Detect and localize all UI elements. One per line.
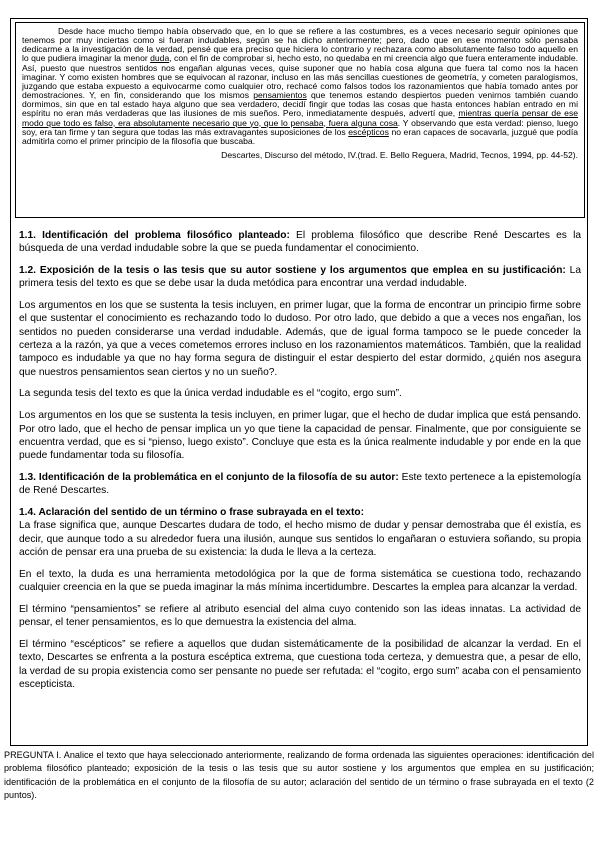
quote-paragraph xyxy=(22,27,578,146)
section-1-2 xyxy=(19,264,581,291)
exam-question: PREGUNTA I. Analice el texto que haya seleccionado anteriormente, realizando de forma ordenada las siguientes operaciones: identificación del problema filosófico planteado; exposición de la tesis o las tesis que su autor sostiene y los argumentos que emplea en su justificación; identificación de la problemática en el conjunto de la filosofía de su autor; aclaración del sentido de un término o frase subrayada en el texto (2 puntos). xyxy=(4,750,594,801)
clarification-duda: En el texto, la duda es una herramienta metodológica por la que de forma sistemática se cuestiona todo, rechazando cualquier creencia en la que se pueda imaginar la más mínima incertidumbre. Descartes la emplea para alcanzar la verdad. xyxy=(19,568,581,594)
quote-text: no eran capaces de socavarla, juzgué que podía admitirla como el primer principio de la filosofía que buscaba. xyxy=(22,126,579,146)
clarification-phrase: La frase significa que, aunque Descartes dudara de todo, el hecho mismo de dudar y pensar demostraba que él existía, es decir, que aunque todo a su alrededor fuera una ilusión, aunque sus sentidos lo engañaran o estuviera soñando, su propia acción de pensar era una prueba de su existencia: la duda le lleva a la certeza. xyxy=(19,520,581,558)
quote-text: que tenemos estando despiertos pueden venirnos también cuando dormimos, sin que en tal estado haya alguno que sea verdadero, decidí fingir que todas las cosas que hasta entonces habían entrado en mi espíritu no eran más verdaderas que las ilusiones de mis sueños. Pero, inmediatamente después, advertí que, xyxy=(22,90,579,119)
section-1-4-heading xyxy=(19,506,581,519)
section-heading: 1.4. Aclaración del sentido de un término o frase subrayada en el texto: xyxy=(19,507,364,519)
underlined-phrase-cogito: mientras quería pensar de ese modo que todo es falso, era absolutamente necesario que yo, que lo pensaba, fuera alguna cosa xyxy=(22,108,579,128)
clarification-pensamientos: El término “pensamientos” se refiere al atributo esencial del alma cuyo contenido son las ideas innatas. La actividad de pensar, el tener pensamientos, es lo que demuestra la existencia del alma. xyxy=(19,603,581,629)
underlined-term-pensamientos: pensamientos xyxy=(253,90,307,101)
source-quote xyxy=(15,22,585,218)
arguments-thesis-1: Los argumentos en los que se sustenta la tesis incluyen, en primer lugar, que la forma de encontrar un principio firme sobre el que sustentar el conocimiento es rechazando todo lo dudoso. Por otro lado, que debido a que a veces nos engañan, los sentidos no pueden considerarse una verdad indudable. Además, que de igual forma tampoco se le puede conceder la certeza a la razón, ya que a veces cometemos errores incluso en los razonamientos matemáticos. También, que la realidad tampoco es indudable ya que no hay forma segura de distinguir el estar despierto del estar dormido, ¿quién nos asegura que nuestros pensamientos sean ciertos y no un sueño?. xyxy=(19,300,581,378)
thesis-2: La segunda tesis del texto es que la única verdad indudable es el “cogito, ergo sum”. xyxy=(19,388,402,400)
quote-attribution: Descartes, Discurso del método, IV.(trad. E. Bello Reguera, Madrid, Tecnos, 1994, pp. 44-52). xyxy=(221,150,578,161)
section-1-1 xyxy=(19,229,581,256)
clarification-escepticos: El término “escépticos” se refiere a aquellos que dudan sistemáticamente de la posibilidad de alcanzar la verdad. En el texto, Descartes se enfrenta a la postura escéptica extrema, que cuestiona toda certeza, y demuestra que, a pesar de ello, la verdad de su propia existencia como ser pensante no puede ser refutada: el “cogito, ergo sum” acaba con el pensamiento escepticista. xyxy=(19,638,581,690)
section-heading: 1.2. Exposición de la tesis o las tesis que su autor sostiene y los argumentos que emplea en su justificación: xyxy=(19,265,566,277)
quote-text: Desde hace mucho tiempo había observado que, en lo que se refiere a las costumbres, es a veces necesario seguir opiniones que tenemos por muy inciertas como si fueran indudables, según se ha dicho anteriormente; pero, dado que en ese momento sólo pensaba dedicarme a la investigación de la verdad, pensé que era preciso que hiciera lo contrario y rechazara como absolutamente falso todo aquello en lo que pudiera imaginar la menor xyxy=(22,26,578,64)
section-text: El problema filosófico que describe René Descartes es la búsqueda de una verdad indudable sobre la que se pueda fundamentar el conocimiento. xyxy=(19,230,581,255)
answer-body xyxy=(19,229,581,700)
quote-text: , con el fin de comprobar si, hecho esto, no quedaba en mi creencia algo que fuera enteramente indudable. Así, puesto que nuestros sentidos nos engañan algunas veces, quise suponer que no había cosa alguna que fuera tal como nos la hacen imaginar. Y como existen hombres que se equivocan al razonar, incluso en las más sencillas cuestiones de geometría, y cometen paralogismos, juzgando que estaba expuesto a equivocarme como cualquier otro, rechacé como falsos todos los razonamientos que había tomado antes por demostraciones. Y, en fin, considerando que los mismos xyxy=(22,53,578,101)
underlined-term-duda: duda xyxy=(150,53,170,64)
quote-text: . Y observando que esta verdad: pienso, luego soy, era tan firme y tan segura que todas las más extravagantes suposiciones de los xyxy=(22,117,578,137)
section-heading: 1.3. Identificación de la problemática en el conjunto de la filosofía de su autor: xyxy=(19,471,399,483)
arguments-thesis-2: Los argumentos en los que se sustenta la tesis incluyen, en primer lugar, que el hecho de dudar implica que está pensando. Por otro lado, que el hecho de pensar implica un yo que tiene la capacidad de pensar. Finalmente, que por consiguiente se encuentra verdad, que es si “pienso, luego existo”. Concluye que esta es la única realmente indudable y por ende en la que puede fundamentar toda su filosofía. xyxy=(19,410,581,462)
section-text: La primera tesis del texto es que se debe usar la duda metódica para encontrar una verdad indudable. xyxy=(19,265,581,290)
section-heading: 1.1. Identificación del problema filosófico planteado: xyxy=(19,230,290,241)
section-text: Este texto pertenece a la epistemología de René Descartes. xyxy=(19,471,581,497)
section-1-3 xyxy=(19,471,581,498)
underlined-term-escepticos: escépticos xyxy=(348,126,389,137)
